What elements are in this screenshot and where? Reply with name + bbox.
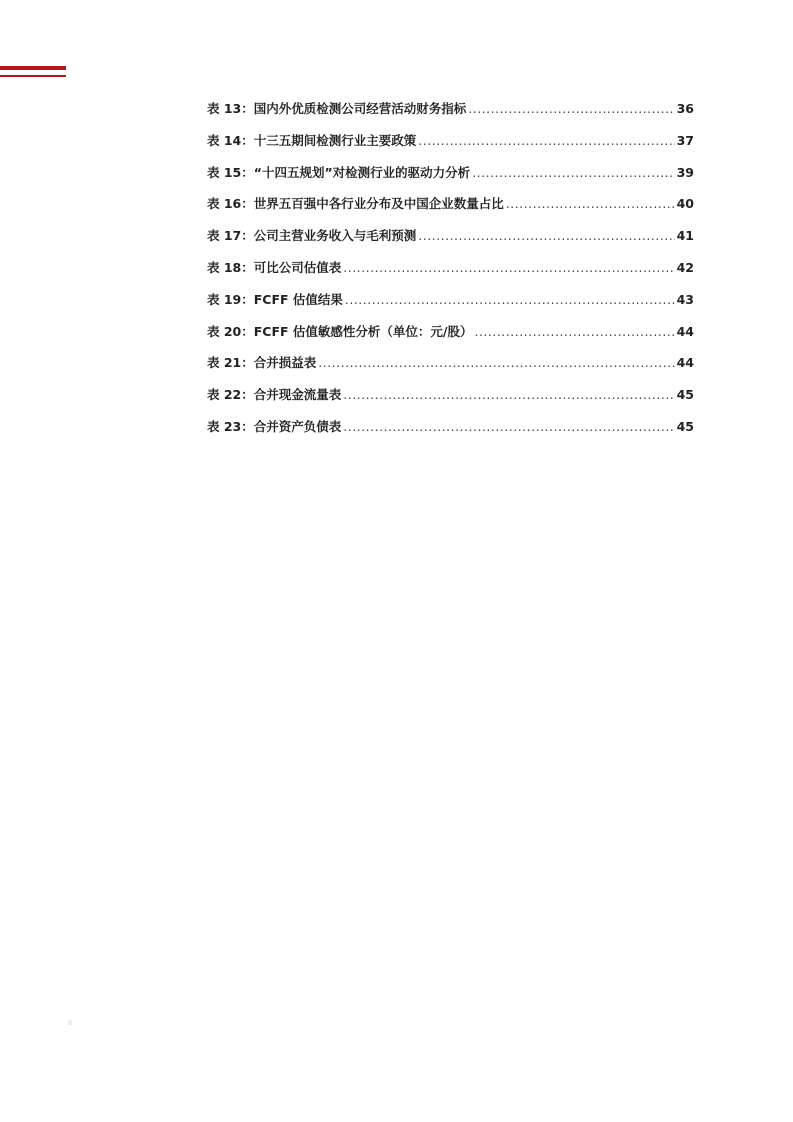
toc-leader-dots xyxy=(468,101,674,116)
toc-entry-label: 表 23：合并资产负债表 xyxy=(207,418,342,434)
toc-entry-page: 44 xyxy=(676,323,694,339)
header-accent-line xyxy=(0,75,66,77)
toc-entry-page: 40 xyxy=(676,196,694,212)
toc-entry-page: 42 xyxy=(676,259,694,275)
toc-entry-label: 表 17：公司主营业务收入与毛利预测 xyxy=(207,228,417,244)
toc-entry-page: 45 xyxy=(676,418,694,434)
toc-entry-page: 45 xyxy=(676,387,694,403)
toc-entry-label: 表 21：合并损益表 xyxy=(207,355,317,371)
toc-entry-label: 表 16：世界五百强中各行业分布及中国企业数量占比 xyxy=(207,196,504,212)
toc-entry-table-13[interactable] xyxy=(207,99,694,131)
toc-entry-page: 39 xyxy=(676,164,694,180)
toc-entry-table-17[interactable] xyxy=(207,226,694,258)
toc-entry-label: 表 13：国内外优质检测公司经营活动财务指标 xyxy=(207,101,467,116)
toc-entry-label: 表 15：“十四五规划”对检测行业的驱动力分析 xyxy=(207,164,471,180)
page-number: 8 xyxy=(68,1020,72,1027)
toc-entry-label: 表 18：可比公司估值表 xyxy=(207,259,342,275)
toc-entry-label: 表 14：十三五期间检测行业主要政策 xyxy=(207,132,417,148)
toc-entry-table-21[interactable] xyxy=(207,353,694,385)
toc-entry-page: 41 xyxy=(676,228,694,244)
toc-leader-dots xyxy=(343,387,674,402)
header-accent-bar xyxy=(0,66,66,70)
toc-entry-table-19[interactable] xyxy=(207,290,694,322)
toc-entry-table-16[interactable] xyxy=(207,194,694,226)
toc-entry-table-23[interactable] xyxy=(207,417,694,449)
toc-leader-dots xyxy=(472,165,674,180)
toc-entry-label: 表 22：合并现金流量表 xyxy=(207,387,342,403)
toc-leader-dots xyxy=(506,196,675,211)
toc-leader-dots xyxy=(318,355,674,370)
toc-leader-dots xyxy=(343,419,674,434)
toc-leader-dots xyxy=(418,133,674,148)
toc-entry-table-14[interactable] xyxy=(207,131,694,163)
toc-entry-page: 37 xyxy=(676,132,694,148)
table-of-contents xyxy=(207,99,694,449)
toc-entry-page: 36 xyxy=(676,101,694,116)
toc-entry-table-22[interactable] xyxy=(207,385,694,417)
toc-entry-page: 44 xyxy=(676,355,694,371)
toc-entry-label: 表 20：FCFF 估值敏感性分析（单位：元/股） xyxy=(207,323,473,339)
toc-entry-table-18[interactable] xyxy=(207,258,694,290)
toc-leader-dots xyxy=(345,292,675,307)
toc-entry-table-20[interactable] xyxy=(207,322,694,354)
toc-leader-dots xyxy=(343,260,674,275)
toc-entry-label: 表 19：FCFF 估值结果 xyxy=(207,291,343,307)
toc-leader-dots xyxy=(474,324,674,339)
toc-leader-dots xyxy=(418,228,674,243)
toc-entry-table-15[interactable] xyxy=(207,163,694,195)
toc-entry-page: 43 xyxy=(676,291,694,307)
